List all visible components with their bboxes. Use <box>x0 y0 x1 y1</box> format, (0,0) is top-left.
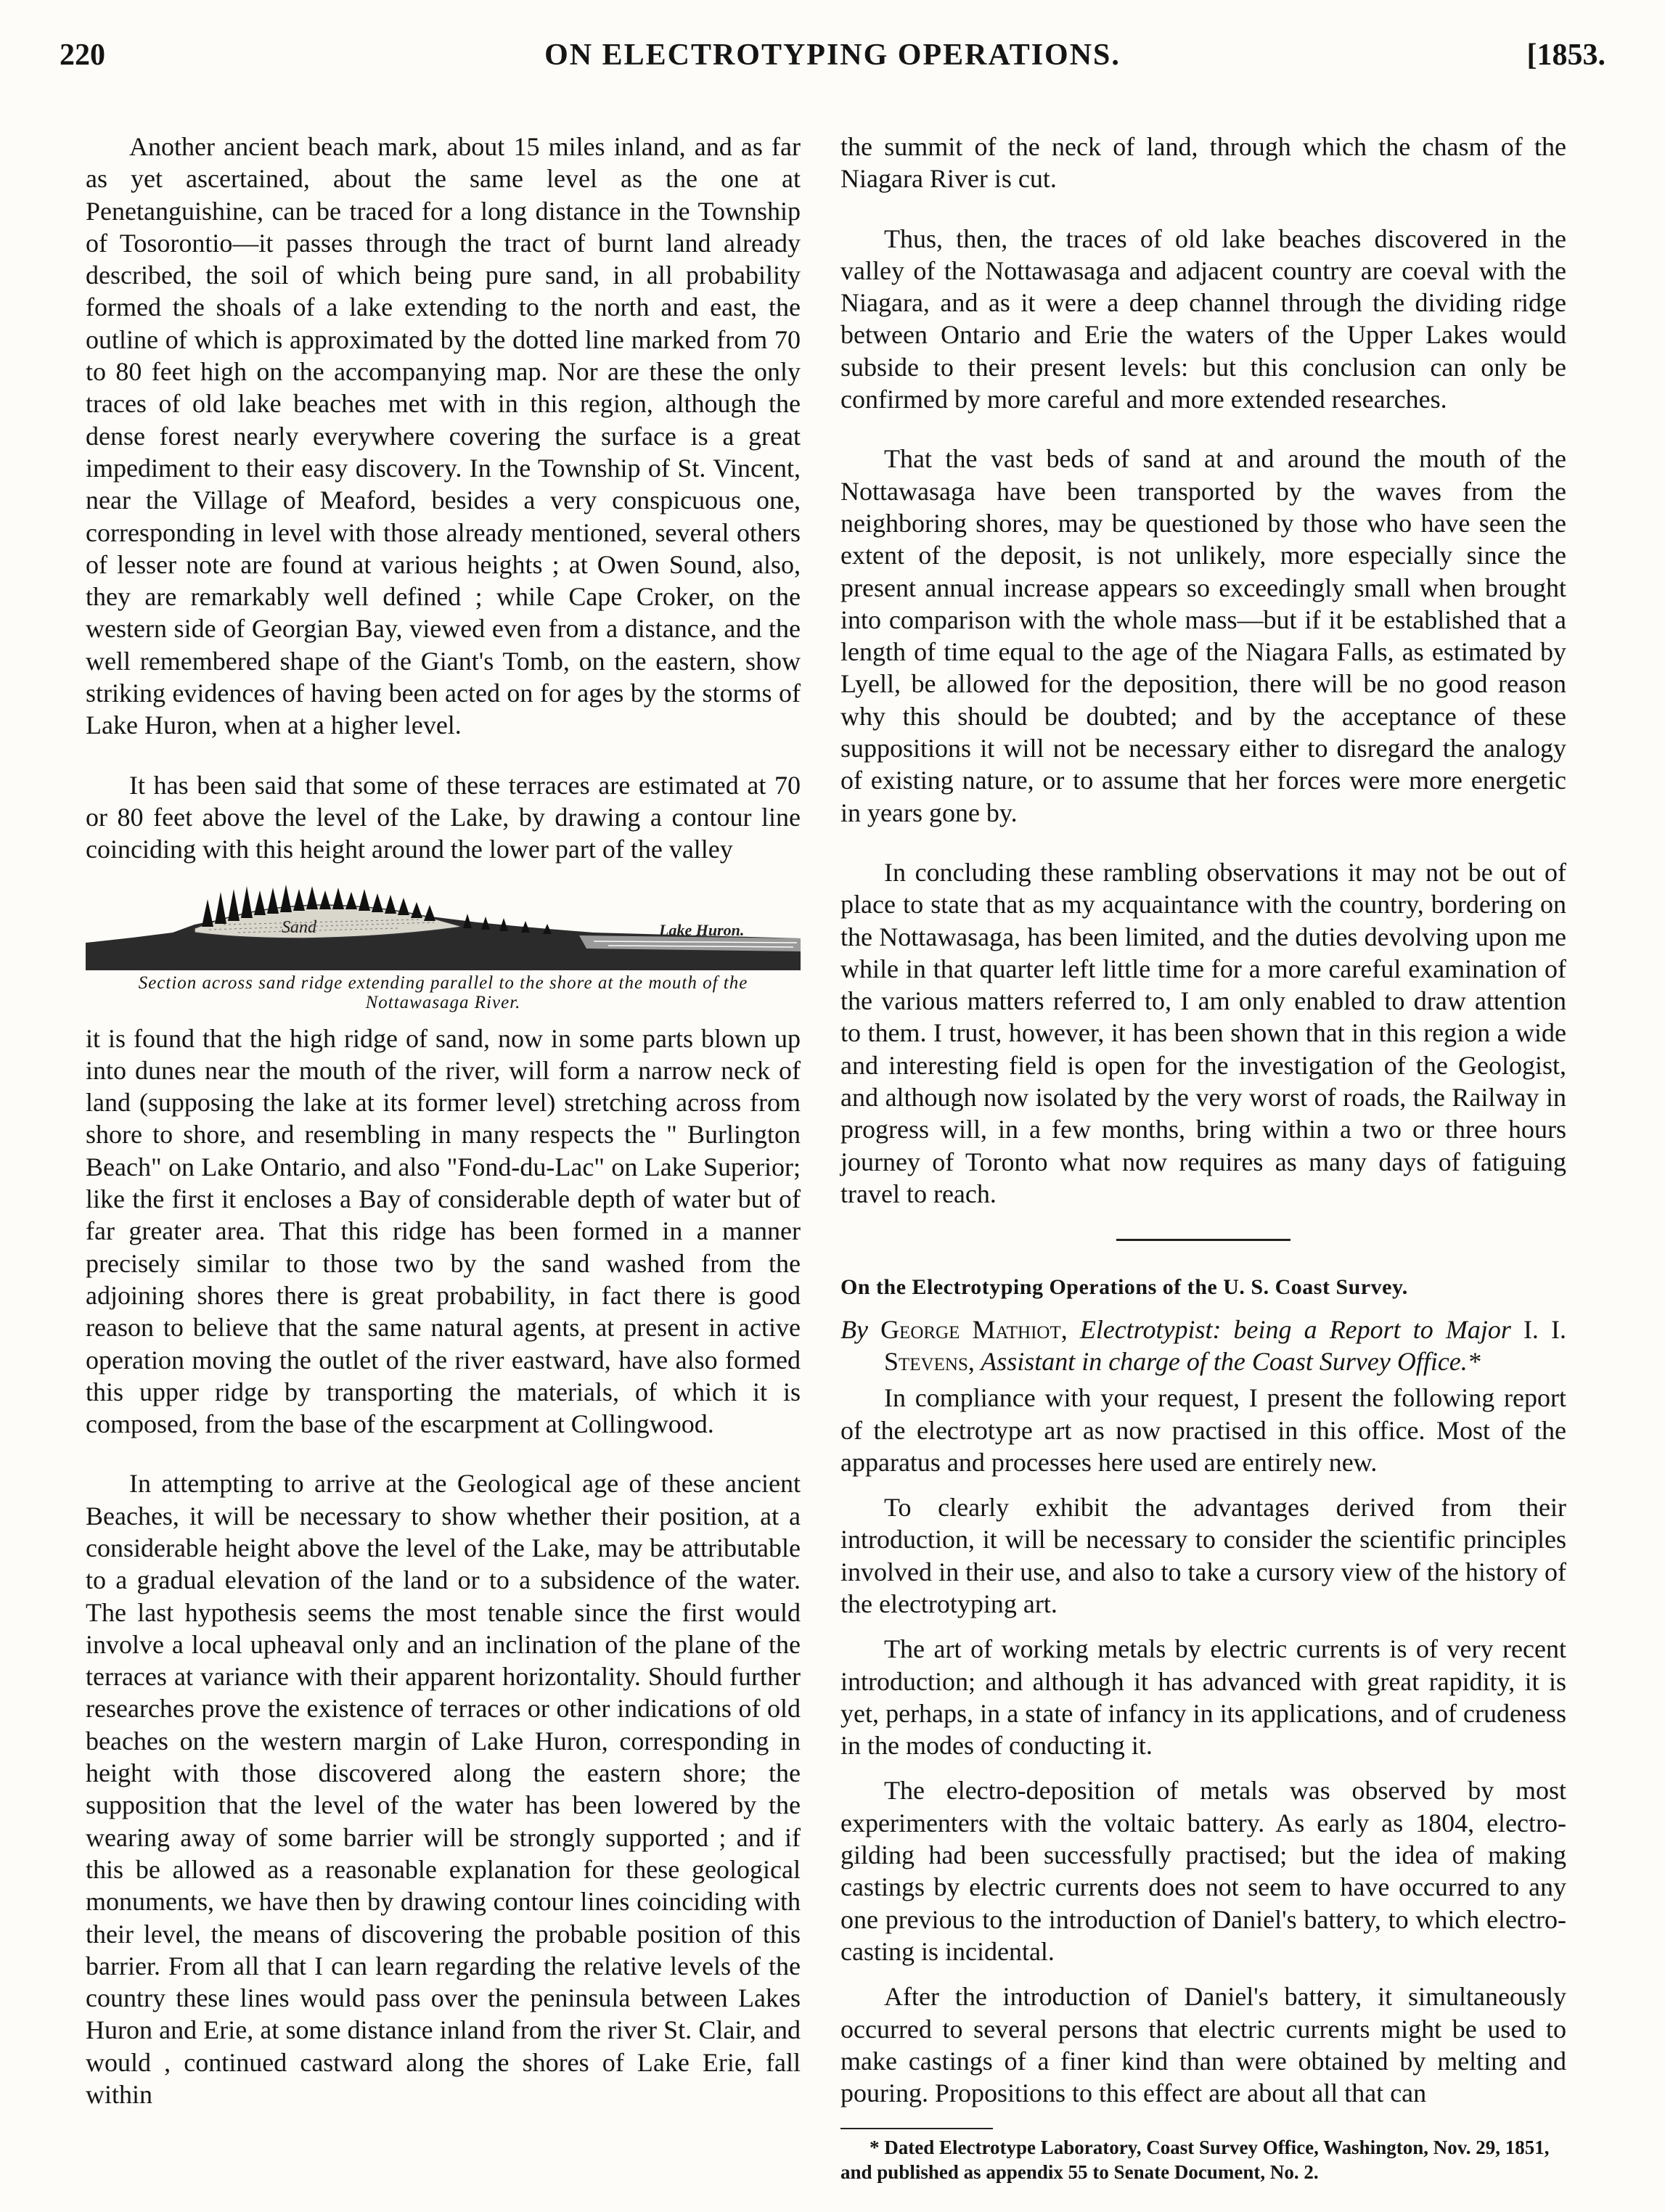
section-figure <box>86 885 801 1012</box>
byline-author: George Mathiot, <box>880 1315 1068 1345</box>
paragraph-sand-beds: That the vast beds of sand at and around the mouth of the Nottawasaga have been transported by the waves from the neighboring shores, may be questioned by those who have seen the extent of the deposit, is not unlikely, more especially since the present annual increase appears so exceedingly small when brought into comparison with the whole mass—but if it be established that a length of time equal to the age of the Niagara Falls, as estimated by Lyell, be allowed for the deposition, there will be no good reason why this should be doubted; and by the acceptance of these suppositions it will not be necessary either to disregard the analogy of existing nature, or to assume that her forces were more energetic in years gone by. <box>840 444 1566 827</box>
figure-caption-line-2: Nottawasaga River. <box>365 992 521 1012</box>
paragraph-beach-marks: Another ancient beach mark, about 15 miles inland, and as far as yet ascertained, about the same level as the one at Penetanguishine, can be traced for a long distance in the Township of Tosorontio—it passes through the tract of burnt land already described, the soil of which being pure sand, in all probability formed the shoals of a lake extending to the north and east, the outline of which is approximated by the dotted line marked from 70 to 80 feet high on the accompanying map. Nor are these the only traces of old lake beaches met with in this region, although the dense forest nearly everywhere covering the surface is a great impediment to their easy discovery. In the Township of St. Vincent, near the Village of Meaford, besides a very conspicuous one, corresponding in level with those already mentioned, several others of lesser note are found at various heights ; at Owen Sound, also, they are remarkably well defined ; while Cape Croker, on the western side of Georgian Bay, viewed even from a distance, and the well remembered shape of the Giant's Tomb, on the eastern, show striking evidences of having been acted on for ages by the storms of Lake Huron, when at a higher level. <box>86 132 801 740</box>
paragraph-geological-age: In attempting to arrive at the Geological age of these ancient Beaches, it will be necessary to show whether their position, at a considerable height above the level of the Lake, may be attributable to a gradual elevation of the land or to a subsidence of the water. The last hypothesis seems the most tenable since the first would involve a local upheaval only and an inclination of the plane of the terraces at variance with their apparent horizontality. Should further researches prove the existence of terraces or other indications of old beaches on the western margin of Lake Huron, corresponding in height with those discovered along the eastern shore; the supposition that the level of the water has been lowered by the wearing away of some barrier will be strongly supported ; and if this be allowed as a reasonable explanation for these geological monuments, we have then by drawing contour lines coinciding with their level, the means of discovering the probable position of this barrier. From all that I can learn regarding the relative levels of the country these lines would pass over the peninsula between Lakes Huron and Erie, at some distance inland from the river St. Clair, and would , continued castward along the shores of Lake Erie, fall within <box>86 1469 801 2110</box>
paragraph-concluding: In concluding these rambling observations it may not be out of place to state that as my acquaintance with the country, bordering on the Nottawasaga, has been limited, and the duties devolving upon me while in that quarter left little time for a more careful examination of the various matters referred to, I am only enabled to draw attention to them. I trust, however, it has been shown that in this region a wide and interesting field is open for the investigation of the Geologist, and although now isolated by the very worst of roads, the Railway in progress will, in a few months, bring within a two or three hours journey of Toronto what now requires as many days of fatiguing travel to reach. <box>840 857 1566 1208</box>
footnote: * Dated Electrotype Laboratory, Coast Survey Office, Washington, Nov. 29, 1851, and published as appendix 55 to Senate Document, No. 2. <box>840 2137 1550 2184</box>
sand-label: Sand <box>282 917 316 937</box>
paragraph-daniels-battery: After the introduction of Daniel's battery, it simultaneously occurred to several persons that electric currents might be used to make castings of a finer kind than were obtained by melting and pouring. Propositions to this effect are about all that can <box>840 1982 1566 2108</box>
right-column <box>840 131 1566 2184</box>
byline-mid: Electrotypist: being a Report to Major <box>1067 1315 1523 1345</box>
paragraph-niagara-summit: the summit of the neck of land, through which the chasm of the Niagara River is cut. <box>840 132 1566 194</box>
paragraph-sand-ridge: it is found that the high ridge of sand, now in some parts blown up into dunes near the mouth of the river, will form a narrow neck of land (supposing the lake at its former level) stretching across from shore to shore, and resembling in many respects the " Burlington Beach" on Lake Ontario, and also "Fond-du-Lac" on Lake Superior; like the first it encloses a Bay of considerable depth of water but of far greater area. That this ridge has been formed in a manner precisely similar to those two by the sand washed from the adjoining shores there is great probability, in fact there is good reason to believe that the same natural agents, at present in active operation moving the outlet of the river eastward, have also formed this upper ridge by transporting the materials, of which it is composed, from the base of the escarpment at Collingwood. <box>86 1023 801 1439</box>
paragraph-advantages: To clearly exhibit the advantages derived from their introduction, it will be necessary to consider the scientific principles involved in their use, and also to take a cursory view of the history of the electrotyping art. <box>840 1493 1566 1618</box>
paragraph-compliance: In compliance with your request, I present the following report of the electrotype art as now practised in this office. Most of the apparatus and processes here used are entirely new. <box>840 1383 1566 1477</box>
lake-huron-label: Lake Huron. <box>659 920 745 939</box>
article-heading: On the Electrotyping Operations of the U. S. Coast Survey. <box>840 1275 1408 1300</box>
byline-by: By <box>840 1315 881 1345</box>
byline-recipient: I. I. Stevens, <box>884 1315 1567 1377</box>
figure-caption <box>86 973 801 1012</box>
running-title: ON ELECTROTYPING OPERATIONS. <box>544 38 1121 72</box>
page-number: 220 <box>60 38 105 72</box>
left-column <box>86 131 801 2110</box>
paragraph-electro-deposition: The electro-deposition of metals was observed by most experimenters with the voltaic battery. As early as 1804, electro-gilding had been successfully practised; but the idea of making castings by electric currents does not seem to have occurred to any one previous to the introduction of Daniel's battery, to which electro-casting is incidental. <box>840 1776 1566 1966</box>
section-divider <box>1116 1239 1290 1241</box>
byline-end: Assistant in charge of the Coast Survey Office.* <box>974 1347 1481 1377</box>
paragraph-art-of-working: The art of working metals by electric currents is of very recent introduction; and although it has advanced with great rapidity, it is yet, perhaps, in a state of infancy in its applications, and of crudeness in the modes of conducting it. <box>840 1634 1566 1761</box>
paragraph-traces-conclusion: Thus, then, the traces of old lake beaches discovered in the valley of the Nottawasaga and adjacent country are coeval with the Niagara, and as it were a deep channel through the dividing ridge between Ontario and Erie the waters of the Upper Lakes would subside to their present levels: but this conclusion can only be confirmed by more careful and more extended researches. <box>840 224 1566 414</box>
article-byline <box>840 1314 1566 1377</box>
footnote-rule <box>840 2128 993 2129</box>
year-marker: [1853. <box>1526 38 1605 72</box>
paragraph-terraces: It has been said that some of these terraces are estimated at 70 or 80 feet above the level of the Lake, by drawing a contour line coinciding with this height around the lower part of the valley <box>86 770 801 864</box>
sand-ridge-section-illustration <box>86 885 801 970</box>
figure-caption-line-1: Section across sand ridge extending parallel to the shore at the mouth of the <box>138 972 748 993</box>
running-header <box>60 38 1605 89</box>
